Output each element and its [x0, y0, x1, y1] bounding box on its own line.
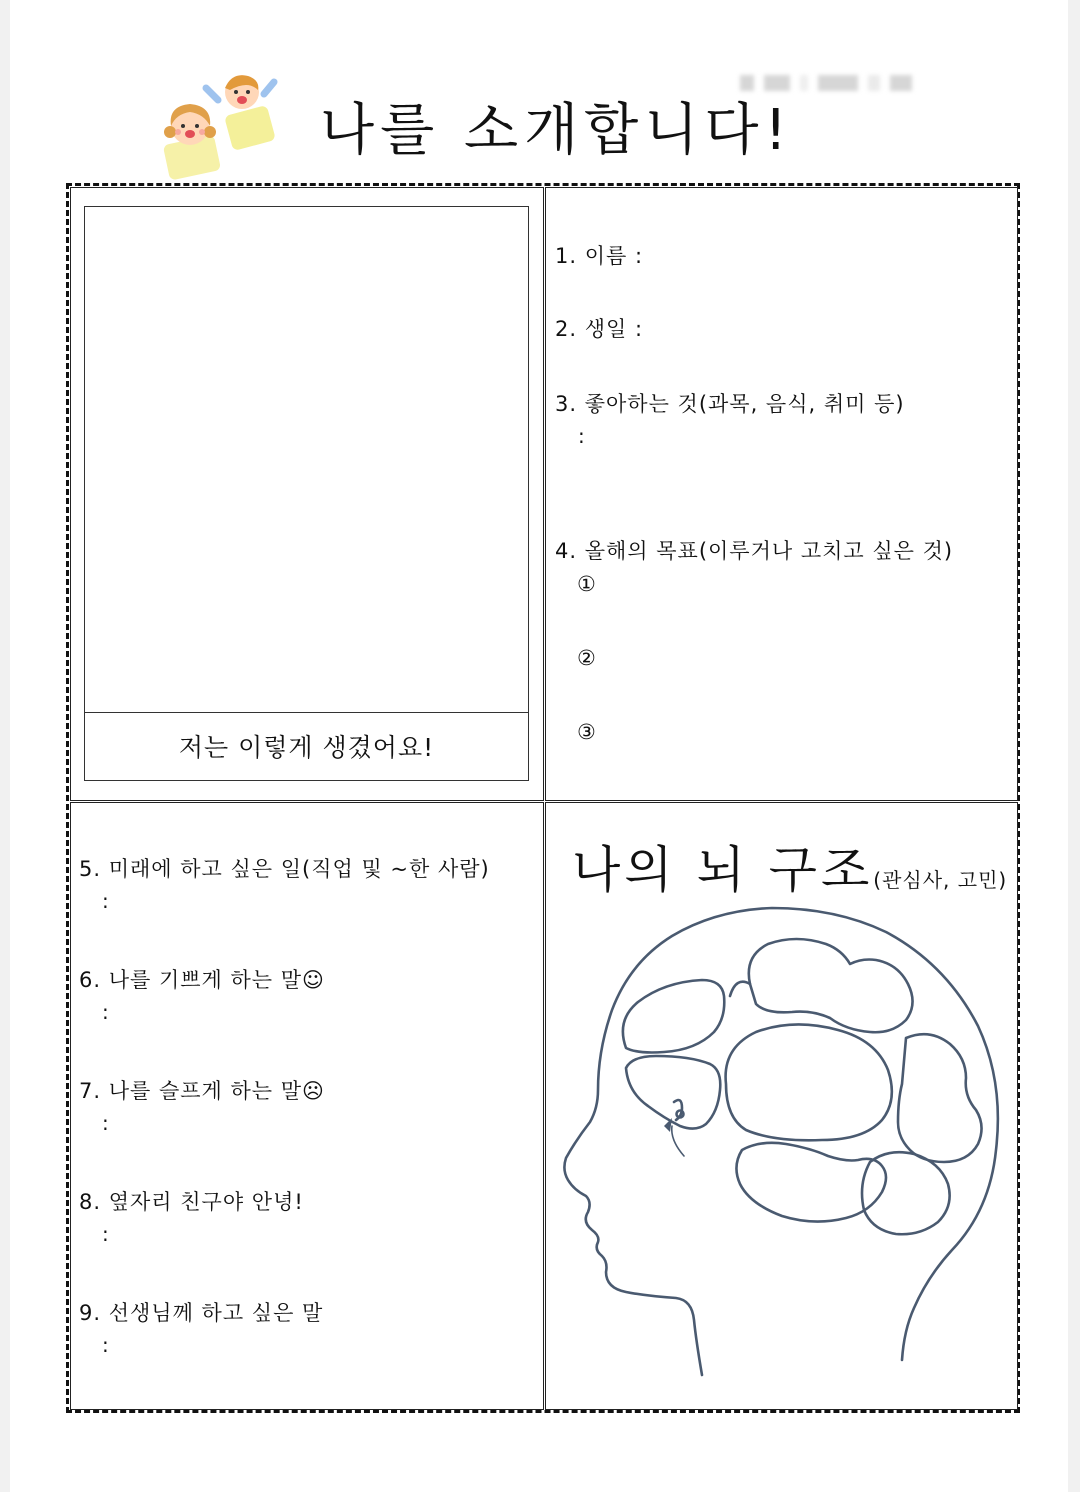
photo-frame[interactable]: [84, 206, 529, 781]
redacted-header: [740, 72, 1030, 94]
hello-friend-colon: :: [102, 1222, 109, 1246]
question-name: 1. 이름 :: [555, 244, 644, 268]
photo-caption: 저는 이렇게 생겼어요!: [178, 733, 435, 762]
brain-subtitle: (관심사, 고민): [873, 868, 1008, 892]
question-future-job: 5. 미래에 하고 싶은 일(직업 및 ~한 사람): [79, 857, 490, 881]
sad-words-colon: :: [102, 1111, 109, 1135]
question-birthday: 2. 생일 :: [555, 317, 644, 341]
question-likes: 3. 좋아하는 것(과목, 음식, 취미 등): [555, 392, 905, 416]
question-sad-words: 7. 나를 슬프게 하는 말☹: [79, 1079, 325, 1103]
likes-colon: :: [578, 424, 585, 448]
question-to-teacher: 9. 선생님께 하고 싶은 말: [79, 1301, 324, 1325]
to-teacher-colon: :: [102, 1333, 109, 1357]
cell-profile: [545, 187, 1018, 801]
question-goals: 4. 올해의 목표(이루거나 고치고 싶은 것): [555, 539, 954, 563]
future-job-colon: :: [102, 889, 109, 913]
happy-words-colon: :: [102, 1000, 109, 1024]
goal-marker-3: ③: [577, 720, 597, 744]
page-title: 나를 소개합니다!: [320, 98, 793, 163]
head-brain-outline-icon: [546, 900, 1016, 1400]
brain-title: 나의 뇌 구조: [572, 841, 874, 899]
question-hello-friend: 8. 옆자리 친구야 안녕!: [79, 1190, 304, 1214]
two-kids-cheering-icon: [160, 70, 280, 180]
goal-marker-1: ①: [577, 572, 597, 596]
question-happy-words: 6. 나를 기쁘게 하는 말☺: [79, 968, 325, 992]
brain-section-title: [572, 830, 1007, 902]
goal-marker-2: ②: [577, 646, 597, 670]
